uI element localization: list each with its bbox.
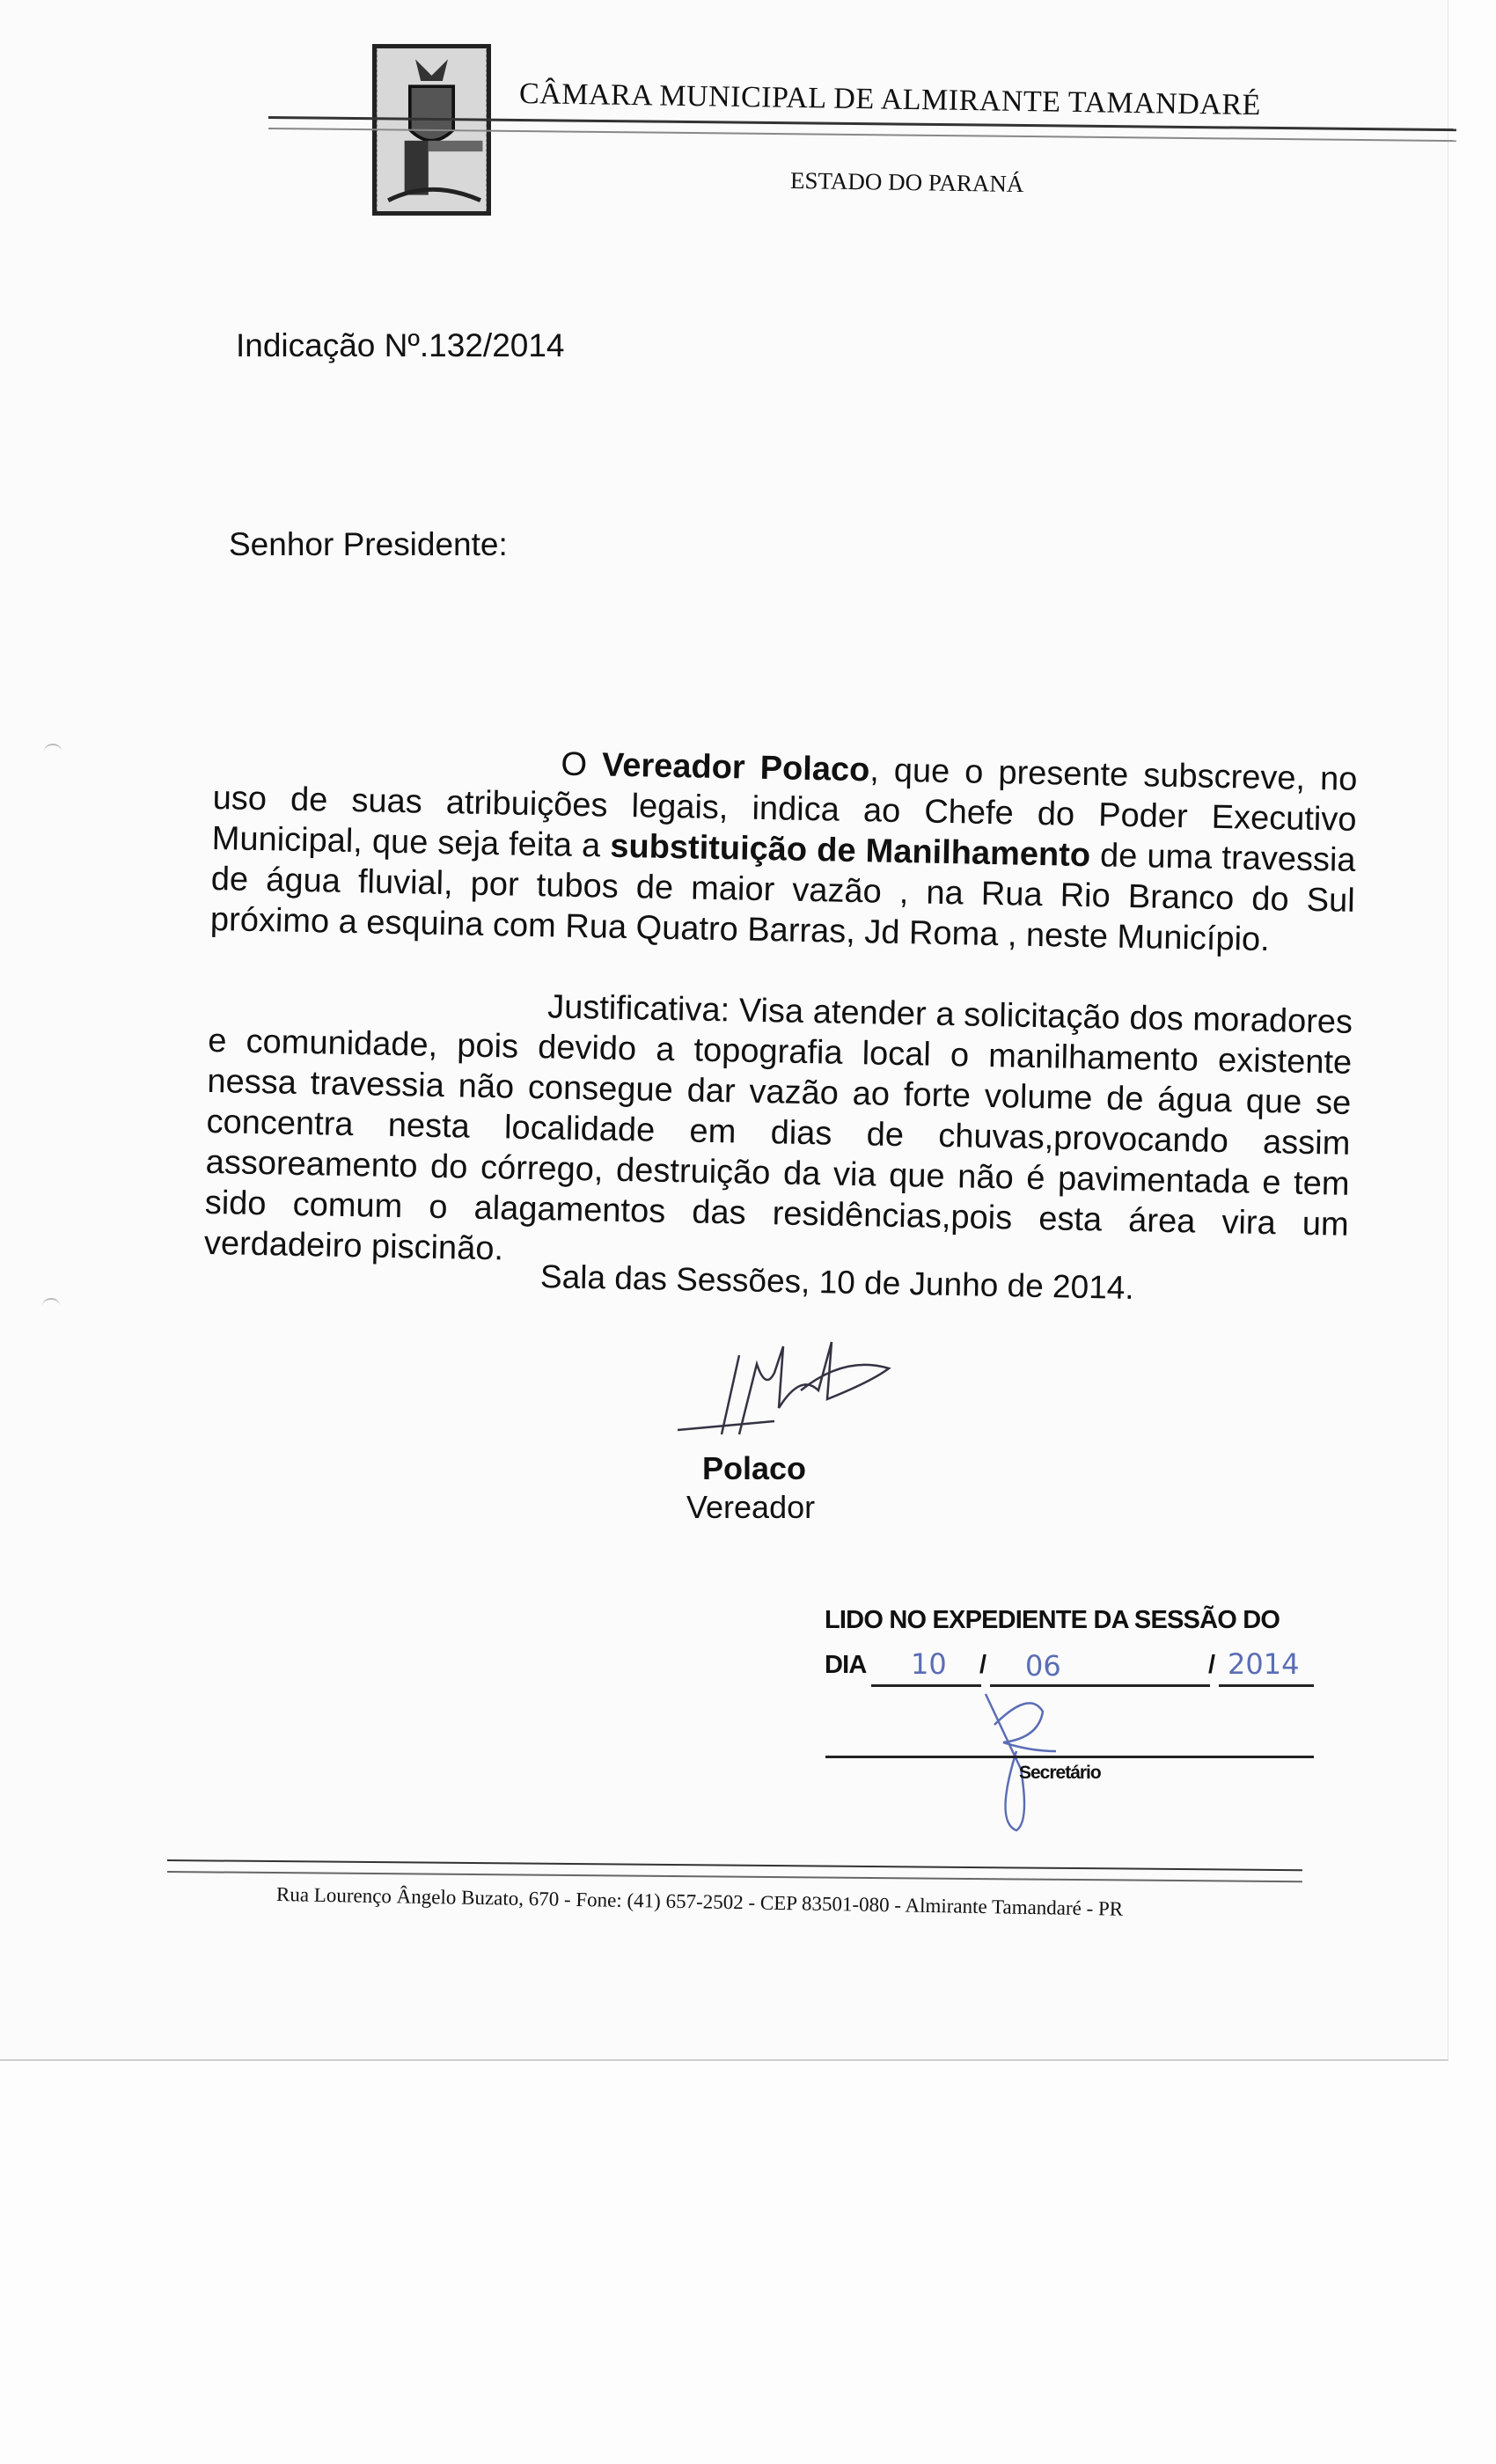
salutation: Senhor Presidente:	[229, 526, 508, 562]
year-line	[1219, 1684, 1314, 1687]
subject: substituição de Manilhamento	[609, 827, 1091, 875]
signer-name: Polaco	[702, 1450, 807, 1486]
institution-name: CÂMARA MUNICIPAL DE ALMIRANTE TAMANDARÉ	[518, 77, 1262, 122]
handwritten-day: 10	[911, 1647, 947, 1681]
stamp-date: DIA	[825, 1651, 867, 1679]
document-page: CÂMARA MUNICIPAL DE ALMIRANTE TAMANDARÉ ESTADO DO PARANÁ Indicação Nº.132/2014 Senhor Presidente: O Vereador Polaco, que o presente subscreve, no uso de suas atribuições legais, indica ao Chefe do Poder Executivo Municipal, que seja feita a substituição de Manilhamento de uma travessia de água fluvial, por tubos de maior vazão , na Rua Rio Branco do Sul próximo a esquina com Rua Quatro Barras, Jd Roma , neste Município. Justificativa: Visa atender a solicitação dos moradores e comunidade, pois devido a topografia local o manilhamento existente nessa travessia não consegue dar vazão ao forte volume de água que se concentra nesta localidade em dias de chuvas,provocando assim assoreamento do córrego, destruição da via que não é pavimentada e tem sido comum o alagamentos das residências,pois esta área vira um verdadeiro piscinão. Sala das Sessões, 10 de Junho de 2014. Polaco Vereador LIDO NO EXPEDIENTE DA SESSÃO DO DIA / / 10 06 2014 Secretário Rua Lourenço Ângelo Buzato, 670 - Fone: (41) 657-2502 - CEP 83501-080 - Almirante Tamandaré - PR	[0, 0, 1448, 2061]
footer-rule	[167, 1859, 1302, 1871]
signer-role: Vereador	[686, 1489, 816, 1525]
author-name: Vereador Polaco	[601, 746, 870, 789]
document-body	[203, 737, 1358, 1326]
secretary-signature-line	[825, 1756, 1314, 1758]
punch-hole-mark	[42, 1298, 60, 1314]
month-line	[990, 1684, 1210, 1687]
handwritten-year: 2014	[1228, 1647, 1300, 1681]
state-name: ESTADO DO PARANÁ	[789, 166, 1024, 198]
stamp-title: LIDO NO EXPEDIENTE DA SESSÃO DO	[825, 1606, 1280, 1634]
justification-label: Justificativa:	[546, 988, 730, 1030]
footer-address: Rua Lourenço Ângelo Buzato, 670 - Fone: (41) 657-2502 - CEP 83501-080 - Almirante Tamandaré - PR	[275, 1883, 1124, 1920]
justification-paragraph: Justificativa: Visa atender a solicitação dos moradores e comunidade, pois devido a topografia local o manilhamento existente nessa travessia não consegue dar vazão ao forte volume de água que se concentra nesta localidade em dias de chuvas,provocando assim assoreamento do córrego, destruição da via que não é pavimentada e tem sido comum o alagamentos das residências,pois esta área vira um verdadeiro piscinão.	[203, 988, 1353, 1268]
footer-rule	[167, 1871, 1302, 1882]
handwritten-signature	[669, 1338, 898, 1443]
day-line	[871, 1684, 981, 1687]
handwritten-month: 06	[1025, 1649, 1061, 1683]
punch-hole-mark	[44, 744, 62, 759]
request-paragraph: O Vereador Polaco, que o presente subscreve, no uso de suas atribuições legais, indica ao Chefe do Poder Executivo Municipal, que seja feita a substituição de Manilhamento de uma travessia de água fluvial, por tubos de maior vazão , na Rua Rio Branco do Sul próximo a esquina com Rua Quatro Barras, Jd Roma , neste Município.	[209, 745, 1358, 959]
indication-number: Indicação Nº.132/2014	[236, 327, 565, 363]
secretary-label: Secretário	[1019, 1763, 1101, 1783]
closing-date: Sala das Sessões, 10 de Junho de 2014.	[539, 1258, 1135, 1306]
